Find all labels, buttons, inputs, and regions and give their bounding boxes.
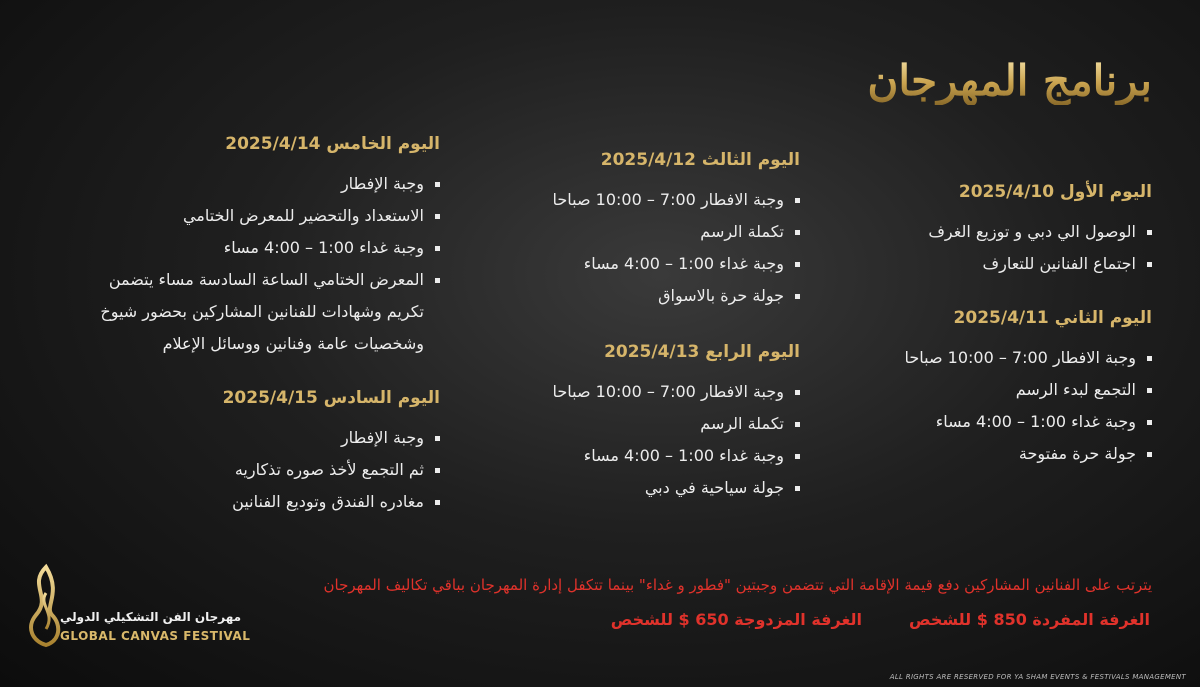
day-2-label: اليوم الثاني: [1054, 308, 1152, 328]
list-item-continuation: تكريم وشهادات للفنانين المشاركين بحضور شيوخ: [100, 302, 424, 321]
logo-name-arabic: مهرجان الفن التشكيلي الدولي: [60, 610, 242, 624]
price-double-room: الغرفة المزدوجة 650 $ للشخص: [610, 610, 862, 629]
list-item: وجبة غداء 1:00 – 4:00 مساء: [553, 440, 801, 472]
list-item: جولة سياحية في دبي: [553, 472, 801, 504]
day-3-label: اليوم الثالث: [701, 150, 800, 170]
list-item: التجمع لبدء الرسم: [905, 374, 1153, 406]
day-1-date: 2025/4/10: [958, 182, 1055, 202]
day-5-heading: [100, 134, 440, 154]
day-1-list: [905, 216, 1153, 280]
price-single-room: الغرفة المفردة 850 $ للشخص: [909, 610, 1150, 629]
day-3-heading: [553, 150, 801, 170]
list-item: وجبة غداء 1:00 – 4:00 مساء: [905, 406, 1153, 438]
day-6-label: اليوم السادس: [323, 388, 440, 408]
page-title: برنامج المهرجان: [867, 56, 1152, 105]
copyright-footer: ALL RIGHTS ARE RESERVED FOR YA SHAM EVENTS & FESTIVALS MANAGEMENT: [889, 673, 1186, 681]
list-item: الوصول الي دبي و توزيع الغرف: [905, 216, 1153, 248]
list-item: وجبة الافطار 7:00 – 10:00 صباحا: [553, 376, 801, 408]
list-item: المعرض الختامي الساعة السادسة مساء يتضمن: [100, 264, 440, 296]
logo-name-english: GLOBAL CANVAS FESTIVAL: [60, 629, 251, 643]
day-3-date: 2025/4/12: [600, 150, 696, 170]
list-item: الاستعداد والتحضير للمعرض الختامي: [100, 200, 440, 232]
list-item: وجبة غداء 1:00 – 4:00 مساء: [553, 248, 801, 280]
day-2-heading: [905, 308, 1153, 328]
day-5-label: اليوم الخامس: [326, 134, 440, 154]
day-4-heading: [553, 342, 801, 362]
day-3: [553, 150, 801, 312]
day-3-list: [553, 184, 801, 312]
column-right: [905, 182, 1153, 498]
day-6-list: [100, 422, 440, 518]
day-4: [553, 342, 801, 504]
list-item: ثم التجمع لأخذ صوره تذكاريه: [100, 454, 440, 486]
list-item-continuation: وشخصيات عامة وفنانين ووسائل الإعلام: [162, 334, 424, 353]
day-1-heading: [905, 182, 1153, 202]
column-left: [100, 134, 440, 546]
day-2: [905, 308, 1153, 470]
day-1: [905, 182, 1153, 280]
day-5-date: 2025/4/14: [225, 134, 321, 154]
list-item: وجبة الافطار 7:00 – 10:00 صباحا: [905, 342, 1153, 374]
list-item: وجبة غداء 1:00 – 4:00 مساء: [100, 232, 440, 264]
day-1-label: اليوم الأول: [1060, 182, 1152, 202]
day-2-date: 2025/4/11: [953, 308, 1049, 328]
column-middle: [553, 150, 801, 532]
day-6-date: 2025/4/15: [222, 388, 318, 408]
payment-notice: يترتب على الفنانين المشاركين دفع قيمة الإقامة التي تتضمن وجبتين "فطور و غداء" بينما تتكفل إدارة المهرجان بباقي تكاليف المهرجان: [323, 576, 1152, 594]
day-6-heading: [100, 388, 440, 408]
day-4-label: اليوم الرابع: [705, 342, 800, 362]
list-item: تكملة الرسم: [553, 216, 801, 248]
list-item: اجتماع الفنانين للتعارف: [905, 248, 1153, 280]
list-item: مغادره الفندق وتوديع الفنانين: [100, 486, 440, 518]
day-2-list: [905, 342, 1153, 470]
list-item: تكملة الرسم: [553, 408, 801, 440]
day-5: [100, 134, 440, 360]
list-item: وجبة الإفطار: [100, 422, 440, 454]
list-item: وجبة الافطار 7:00 – 10:00 صباحا: [553, 184, 801, 216]
day-5-list: [100, 168, 440, 360]
day-4-date: 2025/4/13: [604, 342, 700, 362]
day-4-list: [553, 376, 801, 504]
list-item: جولة حرة مفتوحة: [905, 438, 1153, 470]
list-item: جولة حرة بالاسواق: [553, 280, 801, 312]
day-6: [100, 388, 440, 518]
list-item: وجبة الإفطار: [100, 168, 440, 200]
